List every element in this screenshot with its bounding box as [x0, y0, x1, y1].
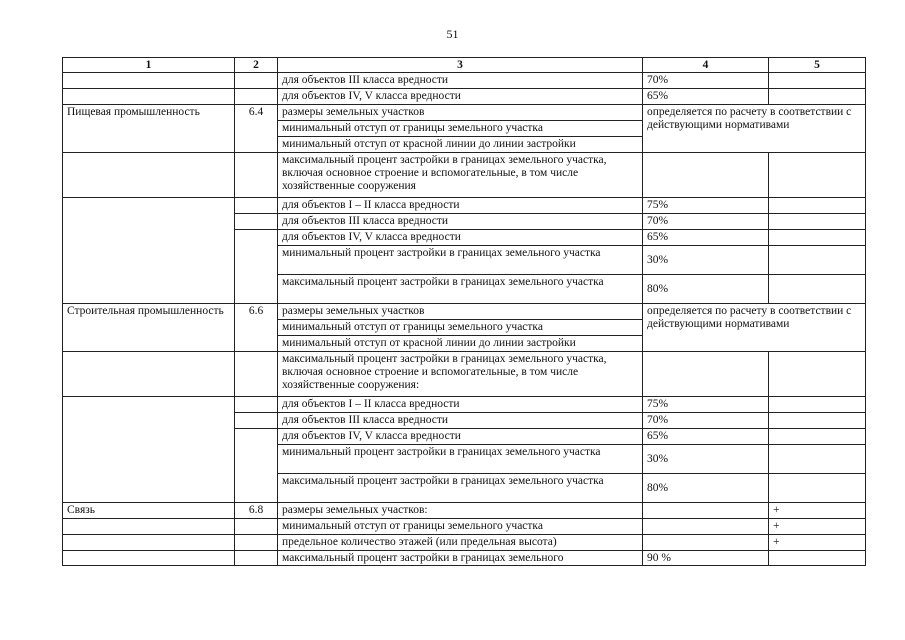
table-row [63, 397, 866, 413]
table-row [63, 153, 866, 198]
cell-parameter: минимальный отступ от границы земельного участка [278, 519, 643, 535]
cell-value: 70% [643, 413, 769, 429]
cell-parameter: размеры земельных участков: [278, 503, 643, 519]
cell-use-build: Строительная промышленность [63, 304, 235, 352]
cell-value [643, 503, 769, 519]
table-row [63, 503, 866, 519]
cell-parameter: максимальный процент застройки в границах земельного участка [278, 474, 643, 503]
cell-use-svyaz: Связь [63, 503, 235, 519]
cell-parameter: минимальный отступ от границы земельного участка [278, 320, 643, 336]
cell-code [235, 551, 278, 566]
cell-value: 65% [643, 230, 769, 246]
zoning-parameters-table [62, 57, 866, 566]
header-col-3: 3 [278, 58, 643, 73]
cell-code [235, 89, 278, 105]
cell-note: + [769, 535, 866, 551]
cell-parameter: для объектов IV, V класса вредности [278, 429, 643, 445]
cell-parameter: для объектов III класса вредности [278, 73, 643, 89]
cell-value: 75% [643, 397, 769, 413]
cell-use [63, 198, 235, 304]
header-row [63, 58, 866, 73]
cell-value-build: определяется по расчету в соответствии с действующими нормативами [643, 304, 866, 352]
cell-value: 65% [643, 429, 769, 445]
page-number: 51 [446, 27, 459, 41]
cell-note [769, 445, 866, 474]
table-row [63, 304, 866, 320]
cell-parameter: для объектов I – II класса вредности [278, 198, 643, 214]
cell-value [643, 352, 769, 397]
header-col-5: 5 [769, 58, 866, 73]
cell-note [769, 73, 866, 89]
table-row [63, 198, 866, 214]
cell-note: + [769, 503, 866, 519]
cell-value [643, 153, 769, 198]
cell-parameter: максимальный процент застройки в границах земельного [278, 551, 643, 566]
cell-note [769, 352, 866, 397]
cell-value: 80% [643, 474, 769, 503]
table-row [63, 352, 866, 397]
cell-use [63, 535, 235, 551]
cell-parameter: размеры земельных участков [278, 304, 643, 320]
cell-code [235, 214, 278, 230]
cell-parameter: для объектов IV, V класса вредности [278, 89, 643, 105]
cell-parameter: минимальный отступ от красной линии до линии застройки [278, 336, 643, 352]
cell-note [769, 397, 866, 413]
cell-code [235, 397, 278, 413]
cell-parameter: для объектов III класса вредности [278, 413, 643, 429]
cell-code [235, 535, 278, 551]
cell-code-svyaz: 6.8 [235, 503, 278, 519]
cell-code [235, 352, 278, 397]
cell-code-build: 6.6 [235, 304, 278, 352]
cell-note [769, 429, 866, 445]
cell-parameter: минимальный процент застройки в границах земельного участка [278, 246, 643, 275]
header-col-2: 2 [235, 58, 278, 73]
cell-value: 30% [643, 246, 769, 275]
cell-parameter: минимальный процент застройки в границах земельного участка [278, 445, 643, 474]
cell-use [63, 519, 235, 535]
table-row [63, 105, 866, 121]
cell-value: 90 % [643, 551, 769, 566]
table-row [63, 551, 866, 566]
cell-note [769, 214, 866, 230]
cell-value: 65% [643, 89, 769, 105]
cell-use [63, 551, 235, 566]
cell-parameter: предельное количество этажей (или предельная высота) [278, 535, 643, 551]
cell-code [235, 413, 278, 429]
cell-note [769, 153, 866, 198]
table-row [63, 519, 866, 535]
header-col-1: 1 [63, 58, 235, 73]
cell-code [235, 153, 278, 198]
cell-use [63, 352, 235, 397]
cell-parameter: минимальный отступ от красной линии до линии застройки [278, 137, 643, 153]
cell-value: 70% [643, 73, 769, 89]
cell-note [769, 198, 866, 214]
cell-use-food: Пищевая промышленность [63, 105, 235, 153]
cell-value [643, 535, 769, 551]
cell-note [769, 474, 866, 503]
cell-code [235, 73, 278, 89]
cell-parameter: размеры земельных участков [278, 105, 643, 121]
header-col-4: 4 [643, 58, 769, 73]
cell-note [769, 246, 866, 275]
cell-code [235, 198, 278, 214]
cell-parameter: для объектов IV, V класса вредности [278, 230, 643, 246]
cell-use [63, 89, 235, 105]
cell-value [643, 519, 769, 535]
cell-use [63, 73, 235, 89]
cell-use [63, 153, 235, 198]
cell-note [769, 551, 866, 566]
cell-value-food: определяется по расчету в соответствии с действующими нормативами [643, 105, 866, 153]
cell-code [235, 429, 278, 503]
cell-value: 80% [643, 275, 769, 304]
cell-value: 75% [643, 198, 769, 214]
table-row [63, 89, 866, 105]
cell-parameter: максимальный процент застройки в границах земельного участка, включая основное строение и вспомогательные, в том числе хозяйственные сооружения: [278, 352, 643, 397]
cell-code-food: 6.4 [235, 105, 278, 153]
cell-parameter: для объектов III класса вредности [278, 214, 643, 230]
cell-code [235, 230, 278, 304]
cell-note: + [769, 519, 866, 535]
cell-parameter: максимальный процент застройки в границах земельного участка, включая основное строение и вспомогательные, в том числе хозяйственные сооружения [278, 153, 643, 198]
cell-parameter: максимальный процент застройки в границах земельного участка [278, 275, 643, 304]
table-row [63, 73, 866, 89]
cell-note [769, 89, 866, 105]
cell-use [63, 397, 235, 503]
cell-parameter: для объектов I – II класса вредности [278, 397, 643, 413]
cell-note [769, 230, 866, 246]
cell-value: 70% [643, 214, 769, 230]
cell-note [769, 413, 866, 429]
cell-parameter: минимальный отступ от границы земельного участка [278, 121, 643, 137]
cell-value: 30% [643, 445, 769, 474]
cell-code [235, 519, 278, 535]
table-row [63, 535, 866, 551]
cell-note [769, 275, 866, 304]
